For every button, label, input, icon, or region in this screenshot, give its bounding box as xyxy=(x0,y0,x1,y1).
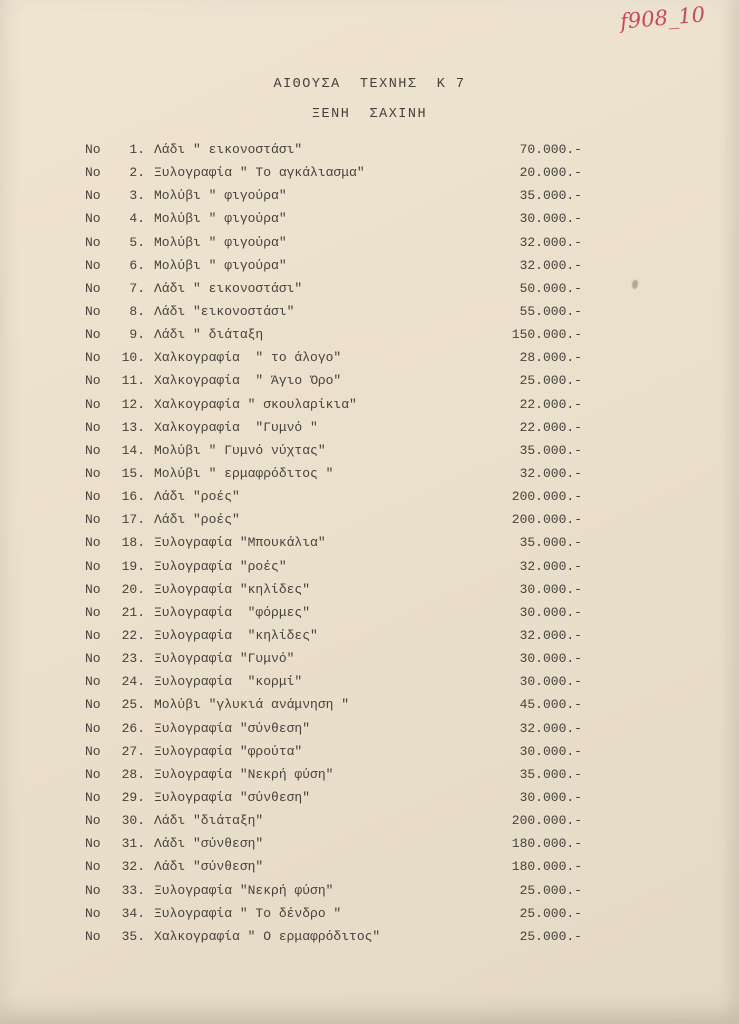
handwritten-annotation: f908_10 xyxy=(619,2,706,34)
item-number: 26. xyxy=(121,720,145,736)
item-price: 30.000.- xyxy=(519,604,582,620)
item-price: 22.000.- xyxy=(519,396,582,412)
list-item xyxy=(85,304,582,327)
item-price: 32.000.- xyxy=(519,558,582,574)
item-price: 180.000.- xyxy=(511,836,582,852)
item-price: 30.000.- xyxy=(519,789,582,805)
list-item xyxy=(85,188,582,211)
item-description: Ξυλογραφία "Νεκρή φύση" xyxy=(154,882,334,898)
item-no-label: Νο xyxy=(85,581,101,597)
list-item xyxy=(85,767,582,790)
item-no-label: Νο xyxy=(85,489,101,505)
item-price: 32.000.- xyxy=(519,627,582,643)
page-subtitle: ΞΕΝΗ ΣΑΧΙΝΗ xyxy=(311,107,428,122)
list-item xyxy=(85,211,582,234)
item-number: 21. xyxy=(121,604,145,620)
item-price: 50.000.- xyxy=(519,280,582,296)
item-description: Ξυλογραφία " Το δένδρο " xyxy=(154,905,342,921)
item-price: 32.000.- xyxy=(519,465,582,481)
item-number: 25. xyxy=(121,697,145,713)
item-no-label: Νο xyxy=(85,813,101,829)
item-description: Χαλκογραφία "Γυμνό " xyxy=(154,419,318,435)
item-number: 29. xyxy=(121,789,145,805)
list-item xyxy=(85,281,582,304)
item-description: Λάδι " διάταξη xyxy=(154,327,264,343)
item-description: Ξυλογραφία "κηλίδες" xyxy=(154,627,318,643)
item-no-label: Νο xyxy=(85,535,101,551)
list-item xyxy=(85,373,582,396)
item-no-label: Νο xyxy=(85,627,101,643)
item-number: 34. xyxy=(121,905,145,921)
list-item xyxy=(85,721,582,744)
item-description: Μολύβι " φιγούρα" xyxy=(154,234,287,250)
item-description: Μολύβι " φιγούρα" xyxy=(154,188,287,204)
item-description: Ξυλογραφία "κηλίδες" xyxy=(154,581,311,597)
item-no-label: Νο xyxy=(85,882,101,898)
item-description: Λάδι " εικονοστάσι" xyxy=(154,280,303,296)
list-item xyxy=(85,142,582,165)
item-description: Χαλκογραφία " το άλογο" xyxy=(154,350,342,366)
item-description: Ξυλογραφία "Νεκρή φύση" xyxy=(154,766,334,782)
item-no-label: Νο xyxy=(85,859,101,875)
item-price: 30.000.- xyxy=(519,743,582,759)
item-number: 1. xyxy=(129,142,145,157)
item-description: Λάδι "ροές" xyxy=(154,489,240,505)
item-description: Ξυλογραφία "φρούτα" xyxy=(154,743,303,759)
item-no-label: Νο xyxy=(85,257,101,273)
item-number: 18. xyxy=(121,535,145,551)
item-no-label: Νο xyxy=(85,442,101,458)
list-item xyxy=(85,697,582,720)
item-number: 11. xyxy=(121,373,145,389)
item-price: 28.000.- xyxy=(519,350,582,366)
item-number: 27. xyxy=(121,743,145,759)
item-number: 13. xyxy=(121,419,145,435)
list-item xyxy=(85,397,582,420)
list-item xyxy=(85,258,582,281)
list-item xyxy=(85,489,582,512)
item-number: 14. xyxy=(121,442,145,458)
item-description: Ξυλογραφία " Το αγκάλιασμα" xyxy=(154,165,365,181)
item-no-label: Νο xyxy=(85,419,101,435)
item-number: 12. xyxy=(121,396,145,412)
item-price: 30.000.- xyxy=(519,581,582,597)
item-number: 22. xyxy=(121,627,145,643)
item-no-label: Νο xyxy=(85,142,101,157)
item-price: 30.000.- xyxy=(519,674,582,690)
item-no-label: Νο xyxy=(85,674,101,690)
list-item xyxy=(85,813,582,836)
item-no-label: Νο xyxy=(85,720,101,736)
item-description: Μολύβι " ερμαφρόδιτος " xyxy=(154,465,334,481)
item-no-label: Νο xyxy=(85,604,101,620)
item-no-label: Νο xyxy=(85,280,101,296)
item-price: 32.000.- xyxy=(519,720,582,736)
item-price: 200.000.- xyxy=(511,813,582,829)
item-description: Λάδι "σύνθεση" xyxy=(154,859,264,875)
item-number: 9. xyxy=(129,327,145,343)
item-number: 6. xyxy=(129,257,145,273)
item-price: 70.000.- xyxy=(519,142,582,157)
item-price: 55.000.- xyxy=(519,303,582,319)
list-item xyxy=(85,929,582,952)
item-price: 200.000.- xyxy=(511,489,582,505)
list-item xyxy=(85,535,582,558)
item-price: 32.000.- xyxy=(519,257,582,273)
item-no-label: Νο xyxy=(85,211,101,227)
list-item xyxy=(85,235,582,258)
item-no-label: Νο xyxy=(85,766,101,782)
item-description: Μολύβι "γλυκιά ανάμνηση " xyxy=(154,697,350,713)
item-number: 20. xyxy=(121,581,145,597)
item-price: 180.000.- xyxy=(511,859,582,875)
page-title: ΑΙΘΟΥΣΑ ΤΕΧΝΗΣ Κ 7 xyxy=(273,77,466,92)
item-no-label: Νο xyxy=(85,743,101,759)
item-no-label: Νο xyxy=(85,165,101,181)
item-no-label: Νο xyxy=(85,373,101,389)
item-price: 150.000.- xyxy=(511,327,582,343)
item-price: 35.000.- xyxy=(519,535,582,551)
item-no-label: Νο xyxy=(85,697,101,713)
item-price: 35.000.- xyxy=(519,442,582,458)
item-description: Ξυλογραφία "Μπουκάλια" xyxy=(154,535,326,551)
item-price: 25.000.- xyxy=(519,905,582,921)
item-description: Ξυλογραφία "Γυμνό" xyxy=(154,651,295,667)
item-description: Ξυλογραφία "φόρμες" xyxy=(154,604,311,620)
item-price: 30.000.- xyxy=(519,211,582,227)
list-item xyxy=(85,443,582,466)
item-no-label: Νο xyxy=(85,789,101,805)
item-no-label: Νο xyxy=(85,350,101,366)
price-list xyxy=(85,142,582,952)
list-item xyxy=(85,744,582,767)
item-no-label: Νο xyxy=(85,234,101,250)
list-item xyxy=(85,165,582,188)
item-no-label: Νο xyxy=(85,928,101,944)
item-description: Λάδι "ροές" xyxy=(154,512,240,528)
item-no-label: Νο xyxy=(85,651,101,667)
item-price: 22.000.- xyxy=(519,419,582,435)
list-item xyxy=(85,327,582,350)
item-price: 25.000.- xyxy=(519,373,582,389)
item-number: 7. xyxy=(129,280,145,296)
list-item xyxy=(85,466,582,489)
item-number: 19. xyxy=(121,558,145,574)
list-item xyxy=(85,883,582,906)
item-number: 30. xyxy=(121,813,145,829)
list-item xyxy=(85,350,582,373)
item-description: Λάδι "σύνθεση" xyxy=(154,836,264,852)
item-description: Μολύβι " φιγούρα" xyxy=(154,257,287,273)
item-number: 24. xyxy=(121,674,145,690)
item-price: 25.000.- xyxy=(519,928,582,944)
list-item xyxy=(85,512,582,535)
item-price: 35.000.- xyxy=(519,766,582,782)
item-number: 8. xyxy=(129,303,145,319)
list-item xyxy=(85,651,582,674)
item-description: Λάδι "εικονοστάσι" xyxy=(154,303,295,319)
item-no-label: Νο xyxy=(85,303,101,319)
item-price: 45.000.- xyxy=(519,697,582,713)
item-description: Χαλκογραφία " Άγιο Όρο" xyxy=(154,373,342,389)
list-item xyxy=(85,420,582,443)
item-price: 20.000.- xyxy=(519,165,582,181)
list-item xyxy=(85,582,582,605)
item-number: 10. xyxy=(121,350,145,366)
item-description: Χαλκογραφία " σκουλαρίκια" xyxy=(154,396,357,412)
item-no-label: Νο xyxy=(85,396,101,412)
item-description: Ξυλογραφία "κορμί" xyxy=(154,674,303,690)
item-no-label: Νο xyxy=(85,836,101,852)
item-description: Μολύβι " φιγούρα" xyxy=(154,211,287,227)
item-number: 33. xyxy=(121,882,145,898)
item-description: Ξυλογραφία "σύνθεση" xyxy=(154,720,311,736)
item-number: 31. xyxy=(121,836,145,852)
item-price: 35.000.- xyxy=(519,188,582,204)
list-item xyxy=(85,790,582,813)
item-number: 4. xyxy=(129,211,145,227)
item-description: Χαλκογραφία " Ο ερμαφρόδιτος" xyxy=(154,928,381,944)
list-item xyxy=(85,605,582,628)
item-number: 2. xyxy=(129,165,145,181)
item-no-label: Νο xyxy=(85,188,101,204)
item-number: 32. xyxy=(121,859,145,875)
item-no-label: Νο xyxy=(85,512,101,528)
item-price: 25.000.- xyxy=(519,882,582,898)
item-no-label: Νο xyxy=(85,465,101,481)
item-number: 3. xyxy=(129,188,145,204)
item-number: 23. xyxy=(121,651,145,667)
list-item xyxy=(85,836,582,859)
item-description: Λάδι " εικονοστάσι" xyxy=(154,142,303,157)
paper-speck xyxy=(632,280,638,289)
item-no-label: Νο xyxy=(85,558,101,574)
item-description: Λάδι "διάταξη" xyxy=(154,813,264,829)
item-price: 30.000.- xyxy=(519,651,582,667)
list-item xyxy=(85,674,582,697)
list-item xyxy=(85,859,582,882)
item-number: 16. xyxy=(121,489,145,505)
item-price: 32.000.- xyxy=(519,234,582,250)
item-number: 35. xyxy=(121,928,145,944)
list-item xyxy=(85,628,582,651)
list-item xyxy=(85,906,582,929)
item-description: Ξυλογραφία "σύνθεση" xyxy=(154,789,311,805)
item-no-label: Νο xyxy=(85,327,101,343)
item-number: 5. xyxy=(129,234,145,250)
item-number: 15. xyxy=(121,465,145,481)
item-number: 17. xyxy=(121,512,145,528)
list-item xyxy=(85,559,582,582)
item-number: 28. xyxy=(121,766,145,782)
item-price: 200.000.- xyxy=(511,512,582,528)
item-description: Μολύβι " Γυμνό νύχτας" xyxy=(154,442,326,458)
item-description: Ξυλογραφία "ροές" xyxy=(154,558,287,574)
item-no-label: Νο xyxy=(85,905,101,921)
